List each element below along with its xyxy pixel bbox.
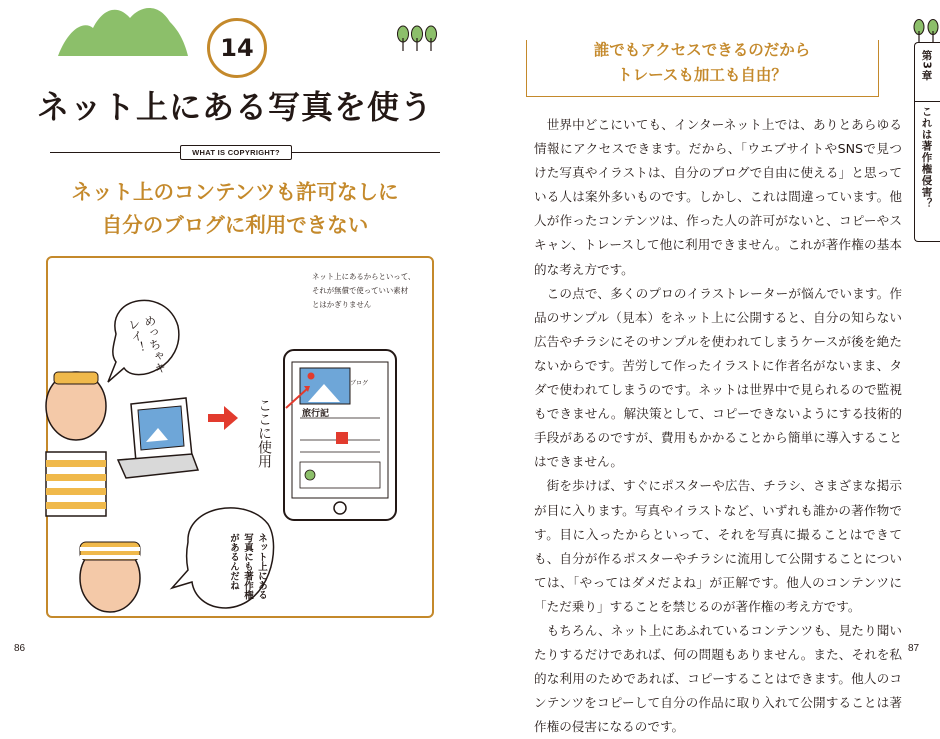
page-title: ネット上にある写真を使う [36, 88, 433, 126]
heading-frame-bottom [526, 96, 879, 97]
subtitle-line: 自分のブログに利用できない [101, 213, 369, 237]
chapter-tab-divider [914, 101, 940, 102]
paragraph: 街を歩けば、すぐにポスターや広告、チラシ、さまざまな掲示が目に入ります。写真やイラストなど、いずれも誰かの著作物です。目に入ったからといって、それを写真に撮ることはできても、自分が作るポスターやチラシに流用して公開することについては、「やってはダメだよね」が正解です。他人のコンテンツに「ただ乗り」することを禁じるのが著作権の考え方です。 [534, 478, 902, 614]
hills-decoration [58, 0, 188, 56]
subtitle [0, 176, 470, 242]
illustration-note [312, 270, 428, 312]
chapter-tab-number: 第3章 [920, 50, 933, 82]
left-page [0, 0, 470, 665]
chapter-tab-title: これは著作権侵害？ [920, 106, 933, 210]
chapter-number-badge: 14 [207, 18, 267, 78]
tablet-label: ここに使用 [256, 398, 272, 468]
tablet [284, 350, 396, 520]
arrow-right [208, 406, 238, 430]
subtitle-line: ネット上のコンテンツも許可なしに [71, 180, 399, 204]
heading-line: 誰でもアクセスできるのだから [593, 41, 811, 59]
man-figure-2 [80, 542, 140, 612]
paragraph: この点で、多くのプロのイラストレーターが悩んでいます。作品のサンプル（見本）をネット上に公開すると、自分の知らない広告やチラシにそのサンプルを使われてしまうケースが後を絶たないからです。苦労して作ったイラストに作者名がないまま、タダで使われてしまうのです。ネットは世界中で見られるので監視もできません。解決策として、コピーできないようにする技術的手段があるのですが、費用もかかることから簡単に導入することはできません。 [534, 285, 902, 470]
note-line: それが無償で使っていい素材 [312, 286, 409, 295]
body-text [534, 113, 902, 739]
trees-icon [396, 24, 438, 54]
page-number-right: 87 [908, 643, 920, 654]
paragraph: もちろん、ネット上にあふれているコンテンツも、見たり聞いたりするだけであれば、何の問題もありません。また、それを私的な利用のためであれば、コピーすることはできます。他人のコンテンツをコピーして自分の作品に取り入れて公開することは著作権の侵害になるのです。 [534, 622, 902, 735]
bubble-2-text: ネット上にある写真にも著作権があるんだね [228, 533, 267, 600]
tablet-card-title: 旅行記 [302, 409, 330, 419]
note-line: とはかぎりません [312, 300, 372, 309]
heading-line: トレースも加工も自由？ [617, 66, 787, 84]
tablet-header-text: ブログ [350, 380, 369, 387]
note-line: ネット上にあるからといって、 [312, 272, 416, 281]
bubble-1-text: めっちゃキレイ！ [125, 313, 168, 376]
page-number-left: 86 [14, 643, 26, 654]
heading-frame-right [878, 40, 879, 96]
copyright-tag: WHAT IS COPYRIGHT? [180, 145, 292, 160]
paragraph: 世界中どこにいても、インターネット上では、ありとあらゆる情報にアクセスできます。だから、「ウエブサイトやSNSで見つけた写真やイラストは、自分のブログで自由に使える」と思っている人は案外多いものです。しかし、これは間違っています。他人が作ったコンテンツは、作った人の許可がないと、コピーやスキャン、トレースして他に利用できません。これが著作権の基本的な考え方です。 [534, 117, 902, 277]
laptop [118, 398, 198, 478]
man-figure [46, 372, 106, 516]
section-heading [526, 38, 878, 88]
